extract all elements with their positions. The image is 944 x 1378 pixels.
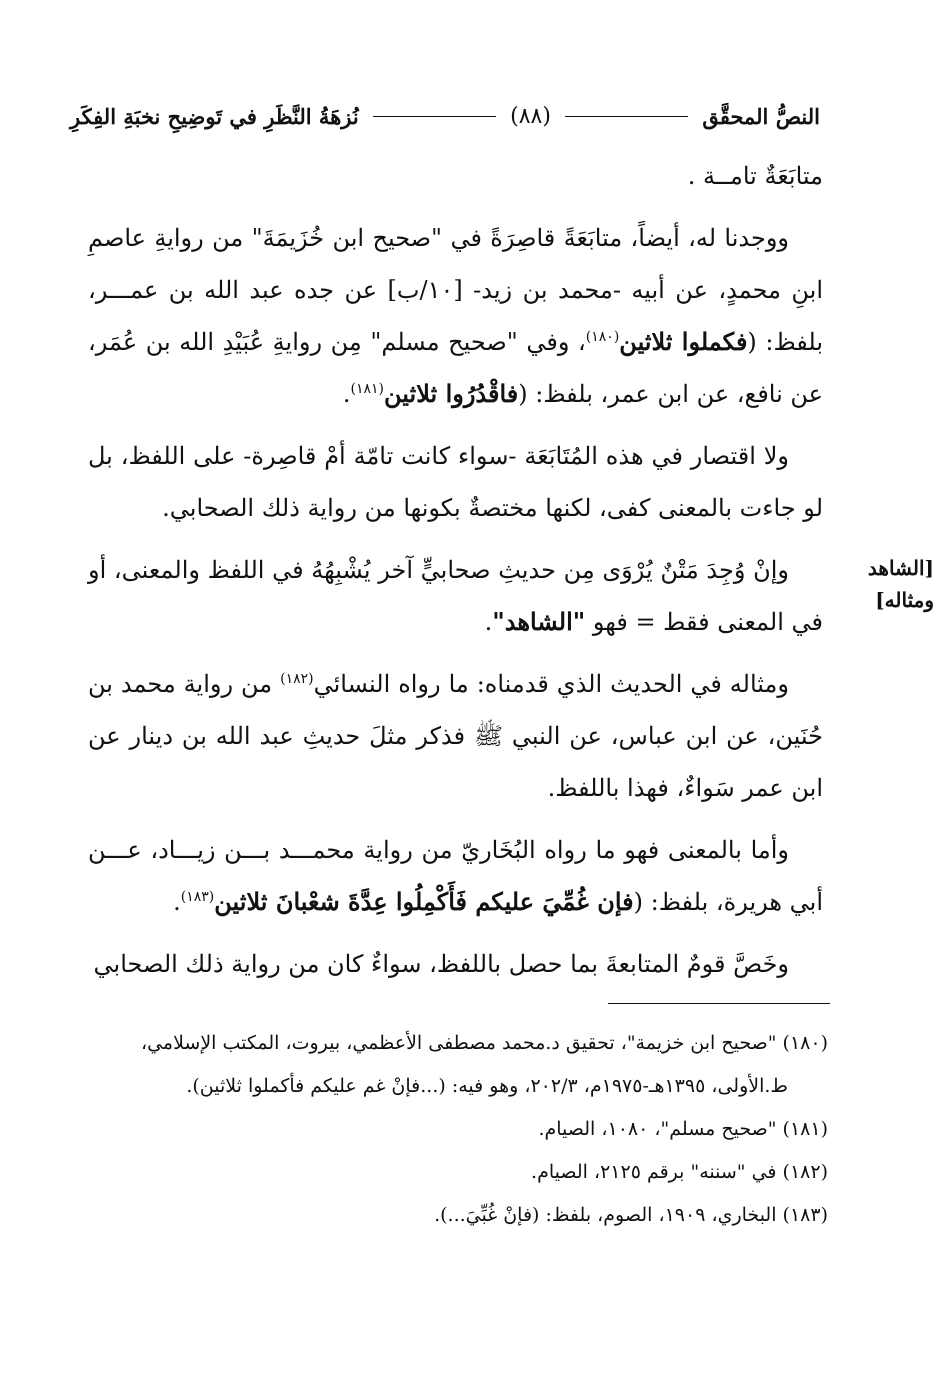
paragraph-1-mid: ، وفي "صحيح مسلم" مِن روايةِ عُبَيْدِ الله بن عُمَر، عن نافع، عن ابن عمر، بلفظ: ( (88, 328, 823, 408)
term-shahid: "الشاهد" (492, 607, 586, 636)
paragraph-6-text: وخَصَّ قومٌ المتابعةَ بما حصل باللفظ، سواءٌ كان من رواية ذلك الصحابي (93, 950, 789, 978)
paragraph-2 (88, 430, 823, 534)
quoted-hadith-3: فإن غُمِّيَ عليكم فَأَكْمِلُوا عِدَّةَ شعْبانَ ثلاثين (214, 887, 634, 916)
header-rule-left (373, 116, 496, 117)
paragraph-2-text: ولا اقتصار في هذه المُتَابَعَة -سواء كانت تامّة أمْ قاصِرة- على اللفظ، بل لو جاءت بالمعنى كفى، لكنها مختصةٌ بكونها من رواية ذلك الصحابي. (88, 442, 823, 522)
footnote-183: (١٨٣) البخاري، ١٩٠٩، الصوم، بلفظ: (فإنْ غُبِّيَ...). (434, 1204, 828, 1226)
footnotes (88, 1022, 828, 1237)
footnote-divider (608, 1003, 830, 1004)
header-book-title: نُزهَةُ النَّظَرِ في تَوضِيحِ نخبَةِ الفِكَرِ (70, 103, 359, 129)
footnote-ref-181[interactable]: (١٨١) (350, 381, 385, 397)
paragraph-1-text: ووجدنا له، أيضاً، متابَعَةً قاصِرَةً في "صحيح ابن خُزَيمَةَ" من روايةِ عاصمِ ابنِ محمدٍ، عن أبيه -محمد بن زيد- [١٠/ب] عن جده عبد الله بن عمـــر، بلفظ: ( (88, 224, 824, 356)
footnote-180 (88, 1022, 828, 1108)
footnote-182: (١٨٢) في "سننه" برقم ٢١٢٥، الصيام. (531, 1161, 828, 1183)
paragraph-0-text: متابَعَةٌ تامــة . (687, 162, 823, 190)
page-number: (٨٨) (510, 103, 551, 129)
paragraph-3-text: وإنْ وُجِدَ مَتْنٌ يُرْوَى مِن حديثِ صحابيٍّ آخر يُشْبِهُهُ في اللفظ والمعنى، أو في المعنى فقط = فهو (88, 556, 823, 636)
footnote-180-line-1: (١٨٠) "صحيح ابن خزيمة"، تحقيق د.محمد مصطفى الأعظمي، بيروت، المكتب الإسلامي، (140, 1032, 828, 1054)
header-section-title: النصُّ المحقَّق (702, 103, 820, 129)
footnote-181: (١٨١) "صحيح مسلم"، ١٠٨٠، الصيام. (538, 1118, 828, 1140)
footnote-ref-180[interactable]: (١٨٠) (585, 329, 620, 345)
paragraph-3 (88, 544, 823, 648)
margin-note-line-1: [الشاهد (867, 556, 934, 580)
paragraph-0 (88, 150, 823, 202)
paragraph-1 (88, 212, 823, 420)
paragraph-3-end: . (484, 608, 493, 636)
paragraph-5-text: وأما بالمعنى فهو ما رواه البُخَاريّ من رواية محمـــد بـــن زيـــاد، عـــن أبي هريرة، بلفظ: ( (88, 836, 823, 916)
header-rule-right (565, 116, 688, 117)
paragraph-6 (88, 938, 823, 990)
running-header (70, 96, 820, 136)
footnote-ref-182[interactable]: (١٨٢) (280, 671, 314, 687)
quoted-hadith-1: فكملوا ثلاثين (619, 327, 748, 356)
margin-note-line-2: ومثاله] (875, 588, 934, 612)
paragraph-1-end: . (342, 380, 351, 408)
paragraph-5 (88, 824, 823, 928)
paragraph-5-end: . (173, 888, 181, 916)
footnote-ref-183[interactable]: (١٨٣) (180, 889, 215, 905)
footnote-180-line-2: ط.الأولى، ١٣٩٥هـ-١٩٧٥م، ٢٠٢/٣، وهو فيه: (...فإنْ غم عليكم فأكملوا ثلاثين). (186, 1075, 788, 1097)
margin-note (828, 552, 934, 616)
paragraph-4-rest: من رواية محمد بن حُنَين، عن ابن عباس، عن النبي ﷺ فذكر مثلَ حديثِ عبد الله بن دينار عن ابن عمر سَواءٌ، فهذا باللفظ. (88, 670, 823, 802)
paragraph-4-text: ومثاله في الحديث الذي قدمناه: ما رواه النسائي (313, 670, 789, 698)
quoted-hadith-2: فاقْدُرُوا ثلاثين (384, 379, 519, 408)
main-text (88, 150, 823, 1000)
paragraph-4 (88, 658, 823, 814)
